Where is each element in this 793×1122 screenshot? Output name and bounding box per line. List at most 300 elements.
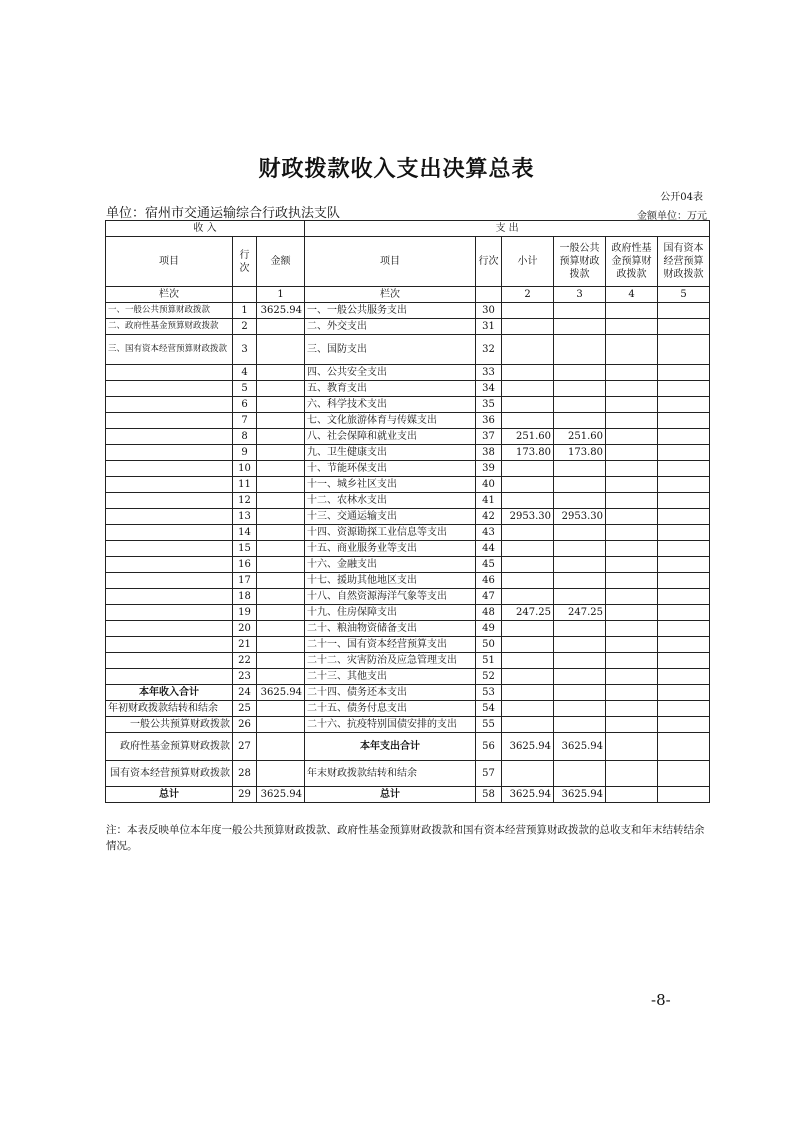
col-1: 1 [257, 287, 305, 303]
state-capital-value [658, 787, 710, 803]
fund-budget-value [606, 365, 658, 381]
state-capital-value [658, 429, 710, 445]
table-row [106, 365, 710, 381]
expense-line-no: 41 [476, 493, 502, 509]
fund-budget-value [606, 557, 658, 573]
subtotal-value [502, 461, 554, 477]
expense-item: 二十六、抗疫特别国债安排的支出 [305, 717, 476, 733]
income-line-no: 4 [233, 365, 257, 381]
general-budget-value [554, 525, 606, 541]
subtotal-value [502, 621, 554, 637]
income-line-no: 18 [233, 589, 257, 605]
expense-line-no: 34 [476, 381, 502, 397]
table-row [106, 717, 710, 733]
table-row [106, 761, 710, 787]
income-amount [257, 717, 305, 733]
income-amount [257, 397, 305, 413]
table-row [106, 637, 710, 653]
table-row [106, 335, 710, 365]
income-item [106, 477, 233, 493]
state-capital-value [658, 461, 710, 477]
income-amount [257, 477, 305, 493]
expense-line-header: 行次 [476, 237, 502, 287]
fund-budget-value [606, 445, 658, 461]
table-row [106, 557, 710, 573]
income-line-no: 7 [233, 413, 257, 429]
expense-line-no: 32 [476, 335, 502, 365]
subtotal-value [502, 525, 554, 541]
fund-budget-value [606, 761, 658, 787]
col-4: 4 [606, 287, 658, 303]
income-amount [257, 413, 305, 429]
subtotal-value: 247.25 [502, 605, 554, 621]
state-capital-value [658, 477, 710, 493]
expense-line-no: 49 [476, 621, 502, 637]
expense-item: 十九、住房保障支出 [305, 605, 476, 621]
general-budget-value [554, 365, 606, 381]
income-amount [257, 761, 305, 787]
expense-line-no: 45 [476, 557, 502, 573]
income-amount: 3625.94 [257, 685, 305, 701]
expense-line-no: 33 [476, 365, 502, 381]
expense-line-no: 43 [476, 525, 502, 541]
fund-budget-value [606, 621, 658, 637]
fund-budget-value [606, 787, 658, 803]
subtotal-header: 小计 [502, 237, 554, 287]
income-amount [257, 733, 305, 761]
general-budget-value [554, 335, 606, 365]
expense-line-no: 54 [476, 701, 502, 717]
expense-item: 十八、自然资源海洋气象等支出 [305, 589, 476, 605]
income-item [106, 493, 233, 509]
fund-budget-value [606, 669, 658, 685]
state-capital-value [658, 621, 710, 637]
budget-table [105, 220, 710, 803]
state-capital-value [658, 761, 710, 787]
amount-unit: 金额单位：万元 [637, 211, 707, 222]
expense-item: 十四、资源勘探工业信息等支出 [305, 525, 476, 541]
income-amount [257, 319, 305, 335]
income-line-no: 20 [233, 621, 257, 637]
col-label: 栏次 [106, 287, 233, 303]
fund-budget-value [606, 493, 658, 509]
income-amount [257, 461, 305, 477]
state-capital-value [658, 525, 710, 541]
income-amount [257, 493, 305, 509]
state-capital-value [658, 573, 710, 589]
expense-item: 十六、金融支出 [305, 557, 476, 573]
expense-item: 七、文化旅游体育与传媒支出 [305, 413, 476, 429]
table-row [106, 787, 710, 803]
income-amount [257, 669, 305, 685]
expense-item: 十二、农林水支出 [305, 493, 476, 509]
general-budget-value: 3625.94 [554, 733, 606, 761]
expense-line-no: 55 [476, 717, 502, 733]
income-amount [257, 573, 305, 589]
income-amount: 3625.94 [257, 303, 305, 319]
expense-line-no: 52 [476, 669, 502, 685]
income-amount [257, 429, 305, 445]
income-item: 一、一般公共预算财政拨款 [106, 303, 233, 319]
table-row [106, 685, 710, 701]
state-capital-value [658, 733, 710, 761]
table-row [106, 573, 710, 589]
state-capital-value [658, 605, 710, 621]
income-line-no: 27 [233, 733, 257, 761]
income-item [106, 637, 233, 653]
table-row [106, 733, 710, 761]
general-budget-value [554, 303, 606, 319]
income-item [106, 509, 233, 525]
expense-item: 八、社会保障和就业支出 [305, 429, 476, 445]
income-amount: 3625.94 [257, 787, 305, 803]
subtotal-value [502, 573, 554, 589]
state-capital-header: 国有资本经营预算财政拨款 [658, 237, 710, 287]
table-row [106, 319, 710, 335]
fund-budget-value [606, 429, 658, 445]
state-capital-value [658, 493, 710, 509]
col-blank [233, 287, 257, 303]
fund-budget-value [606, 461, 658, 477]
income-item-header: 项目 [106, 237, 233, 287]
fund-budget-value [606, 605, 658, 621]
income-item: 年初财政拨款结转和结余 [106, 701, 233, 717]
income-item [106, 621, 233, 637]
table-row [106, 429, 710, 445]
expense-item: 二、外交支出 [305, 319, 476, 335]
income-line-no: 23 [233, 669, 257, 685]
expense-line-no: 46 [476, 573, 502, 589]
general-budget-value [554, 493, 606, 509]
general-budget-value: 247.25 [554, 605, 606, 621]
fund-budget-value [606, 717, 658, 733]
expense-item: 五、教育支出 [305, 381, 476, 397]
expense-item: 十五、商业服务业等支出 [305, 541, 476, 557]
expense-line-no: 58 [476, 787, 502, 803]
income-header: 收 入 [106, 221, 305, 237]
expense-item: 一、一般公共服务支出 [305, 303, 476, 319]
state-capital-value [658, 445, 710, 461]
subtotal-value [502, 365, 554, 381]
subtotal-value [502, 557, 554, 573]
fund-budget-value [606, 413, 658, 429]
income-line-no: 15 [233, 541, 257, 557]
expense-line-no: 42 [476, 509, 502, 525]
expense-line-no: 31 [476, 319, 502, 335]
table-row [106, 397, 710, 413]
table-row [106, 605, 710, 621]
expense-item: 二十二、灾害防治及应急管理支出 [305, 653, 476, 669]
expense-line-no: 56 [476, 733, 502, 761]
expense-item-header: 项目 [305, 237, 476, 287]
state-capital-value [658, 653, 710, 669]
state-capital-value [658, 669, 710, 685]
state-capital-value [658, 701, 710, 717]
general-budget-header: 一般公共预算财政拨款 [554, 237, 606, 287]
general-budget-value [554, 413, 606, 429]
income-amount [257, 653, 305, 669]
table-row [106, 621, 710, 637]
subtotal-value [502, 701, 554, 717]
income-item: 一般公共预算财政拨款 [106, 717, 233, 733]
income-amount [257, 525, 305, 541]
table-row [106, 413, 710, 429]
income-amount [257, 621, 305, 637]
expense-item: 六、科学技术支出 [305, 397, 476, 413]
table-row [106, 381, 710, 397]
income-line-no: 25 [233, 701, 257, 717]
income-line-no: 21 [233, 637, 257, 653]
expense-item: 二十三、其他支出 [305, 669, 476, 685]
income-line-header: 行次 [233, 237, 257, 287]
expense-item: 二十、粮油物资储备支出 [305, 621, 476, 637]
income-line-no: 10 [233, 461, 257, 477]
expense-line-no: 36 [476, 413, 502, 429]
state-capital-value [658, 319, 710, 335]
expense-line-no: 53 [476, 685, 502, 701]
fund-budget-value [606, 653, 658, 669]
subtotal-value [502, 303, 554, 319]
expense-line-no: 47 [476, 589, 502, 605]
income-amount [257, 557, 305, 573]
income-line-no: 24 [233, 685, 257, 701]
state-capital-value [658, 413, 710, 429]
expense-line-no: 44 [476, 541, 502, 557]
general-budget-value [554, 685, 606, 701]
state-capital-value [658, 637, 710, 653]
general-budget-value [554, 701, 606, 717]
expense-item: 本年支出合计 [305, 733, 476, 761]
subtotal-value [502, 335, 554, 365]
income-amount [257, 589, 305, 605]
income-item: 政府性基金预算财政拨款 [106, 733, 233, 761]
general-budget-value [554, 541, 606, 557]
general-budget-value [554, 397, 606, 413]
income-amount [257, 445, 305, 461]
income-amount-header: 金额 [257, 237, 305, 287]
expense-line-no: 48 [476, 605, 502, 621]
general-budget-value [554, 589, 606, 605]
income-amount [257, 365, 305, 381]
col-3: 3 [554, 287, 606, 303]
income-line-no: 1 [233, 303, 257, 319]
income-item [106, 381, 233, 397]
fund-budget-value [606, 733, 658, 761]
income-amount [257, 335, 305, 365]
table-row [106, 303, 710, 319]
state-capital-value [658, 381, 710, 397]
subtotal-value [502, 589, 554, 605]
general-budget-value [554, 717, 606, 733]
general-budget-value [554, 477, 606, 493]
subtotal-value [502, 669, 554, 685]
subtotal-value [502, 637, 554, 653]
income-line-no: 26 [233, 717, 257, 733]
expense-item: 二十一、国有资本经营预算支出 [305, 637, 476, 653]
subtotal-value: 251.60 [502, 429, 554, 445]
income-line-no: 6 [233, 397, 257, 413]
expense-header: 支 出 [305, 221, 710, 237]
state-capital-value [658, 303, 710, 319]
state-capital-value [658, 557, 710, 573]
expense-item: 十三、交通运输支出 [305, 509, 476, 525]
expense-line-no: 35 [476, 397, 502, 413]
fund-budget-value [606, 701, 658, 717]
income-item [106, 589, 233, 605]
expense-line-no: 37 [476, 429, 502, 445]
expense-item: 九、卫生健康支出 [305, 445, 476, 461]
general-budget-value [554, 637, 606, 653]
general-budget-value [554, 461, 606, 477]
general-budget-value: 2953.30 [554, 509, 606, 525]
subtotal-value: 3625.94 [502, 733, 554, 761]
income-item [106, 429, 233, 445]
income-line-no: 19 [233, 605, 257, 621]
income-amount [257, 605, 305, 621]
income-item: 三、国有资本经营预算财政拨款 [106, 335, 233, 365]
income-line-no: 14 [233, 525, 257, 541]
table-row [106, 701, 710, 717]
fund-budget-header: 政府性基金预算财政拨款 [606, 237, 658, 287]
income-line-no: 11 [233, 477, 257, 493]
income-line-no: 12 [233, 493, 257, 509]
state-capital-value [658, 589, 710, 605]
income-item [106, 605, 233, 621]
income-amount [257, 509, 305, 525]
income-item [106, 573, 233, 589]
page-title: 财政拨款收入支出决算总表 [258, 156, 535, 182]
income-item [106, 541, 233, 557]
unit-label: 单位：宿州市交通运输综合行政执法支队 [106, 206, 341, 221]
fund-budget-value [606, 589, 658, 605]
state-capital-value [658, 717, 710, 733]
subtotal-value [502, 477, 554, 493]
income-line-no: 17 [233, 573, 257, 589]
subtotal-value [502, 685, 554, 701]
state-capital-value [658, 685, 710, 701]
expense-line-no: 39 [476, 461, 502, 477]
fund-budget-value [606, 509, 658, 525]
table-note: 注：本表反映单位本年度一般公共预算财政拨款、政府性基金预算财政拨款和国有资本经营预算财政拨款的总收支和年末结转结余情况。 [106, 824, 705, 852]
general-budget-value: 3625.94 [554, 787, 606, 803]
general-budget-value [554, 319, 606, 335]
subtotal-value [502, 717, 554, 733]
expense-item: 十、节能环保支出 [305, 461, 476, 477]
expense-line-no: 50 [476, 637, 502, 653]
income-line-no: 28 [233, 761, 257, 787]
expense-line-no: 51 [476, 653, 502, 669]
income-item: 本年收入合计 [106, 685, 233, 701]
income-item [106, 525, 233, 541]
expense-item: 二十五、债务付息支出 [305, 701, 476, 717]
general-budget-value [554, 761, 606, 787]
table-row [106, 461, 710, 477]
income-line-no: 5 [233, 381, 257, 397]
subtotal-value [502, 653, 554, 669]
expense-item: 三、国防支出 [305, 335, 476, 365]
income-line-no: 22 [233, 653, 257, 669]
subtotal-value [502, 493, 554, 509]
income-line-no: 13 [233, 509, 257, 525]
general-budget-value [554, 381, 606, 397]
expense-line-no: 38 [476, 445, 502, 461]
subtotal-value: 2953.30 [502, 509, 554, 525]
general-budget-value [554, 653, 606, 669]
subtotal-value [502, 761, 554, 787]
state-capital-value [658, 509, 710, 525]
expense-line-no: 57 [476, 761, 502, 787]
subtotal-value [502, 413, 554, 429]
expense-item: 十一、城乡社区支出 [305, 477, 476, 493]
page-number: -8- [651, 991, 671, 1009]
fund-budget-value [606, 525, 658, 541]
income-amount [257, 541, 305, 557]
expense-line-no: 30 [476, 303, 502, 319]
expense-item: 年末财政拨款结转和结余 [305, 761, 476, 787]
general-budget-value [554, 621, 606, 637]
income-item: 二、政府性基金预算财政拨款 [106, 319, 233, 335]
subtotal-value: 3625.94 [502, 787, 554, 803]
col-2: 2 [502, 287, 554, 303]
col-5: 5 [658, 287, 710, 303]
fund-budget-value [606, 573, 658, 589]
fund-budget-value [606, 303, 658, 319]
subtotal-value [502, 381, 554, 397]
income-line-no: 29 [233, 787, 257, 803]
table-row [106, 525, 710, 541]
general-budget-value: 251.60 [554, 429, 606, 445]
income-item [106, 669, 233, 685]
income-line-no: 3 [233, 335, 257, 365]
income-item [106, 413, 233, 429]
general-budget-value [554, 669, 606, 685]
fund-budget-value [606, 477, 658, 493]
income-amount [257, 637, 305, 653]
fund-budget-value [606, 541, 658, 557]
expense-line-no: 40 [476, 477, 502, 493]
table-row [106, 493, 710, 509]
table-row [106, 669, 710, 685]
income-item [106, 445, 233, 461]
form-code: 公开04表 [660, 192, 703, 203]
income-line-no: 9 [233, 445, 257, 461]
table-row [106, 589, 710, 605]
income-line-no: 8 [233, 429, 257, 445]
general-budget-value [554, 557, 606, 573]
fund-budget-value [606, 637, 658, 653]
income-item [106, 365, 233, 381]
fund-budget-value [606, 335, 658, 365]
state-capital-value [658, 397, 710, 413]
income-item: 国有资本经营预算财政拨款 [106, 761, 233, 787]
expense-item: 总计 [305, 787, 476, 803]
table-row [106, 509, 710, 525]
expense-item: 二十四、债务还本支出 [305, 685, 476, 701]
table-row [106, 445, 710, 461]
fund-budget-value [606, 381, 658, 397]
expense-item: 四、公共安全支出 [305, 365, 476, 381]
state-capital-value [658, 541, 710, 557]
subtotal-value [502, 397, 554, 413]
income-amount [257, 701, 305, 717]
state-capital-value [658, 335, 710, 365]
general-budget-value [554, 573, 606, 589]
table-row [106, 653, 710, 669]
subtotal-value: 173.80 [502, 445, 554, 461]
general-budget-value: 173.80 [554, 445, 606, 461]
income-item: 总计 [106, 787, 233, 803]
subtotal-value [502, 541, 554, 557]
